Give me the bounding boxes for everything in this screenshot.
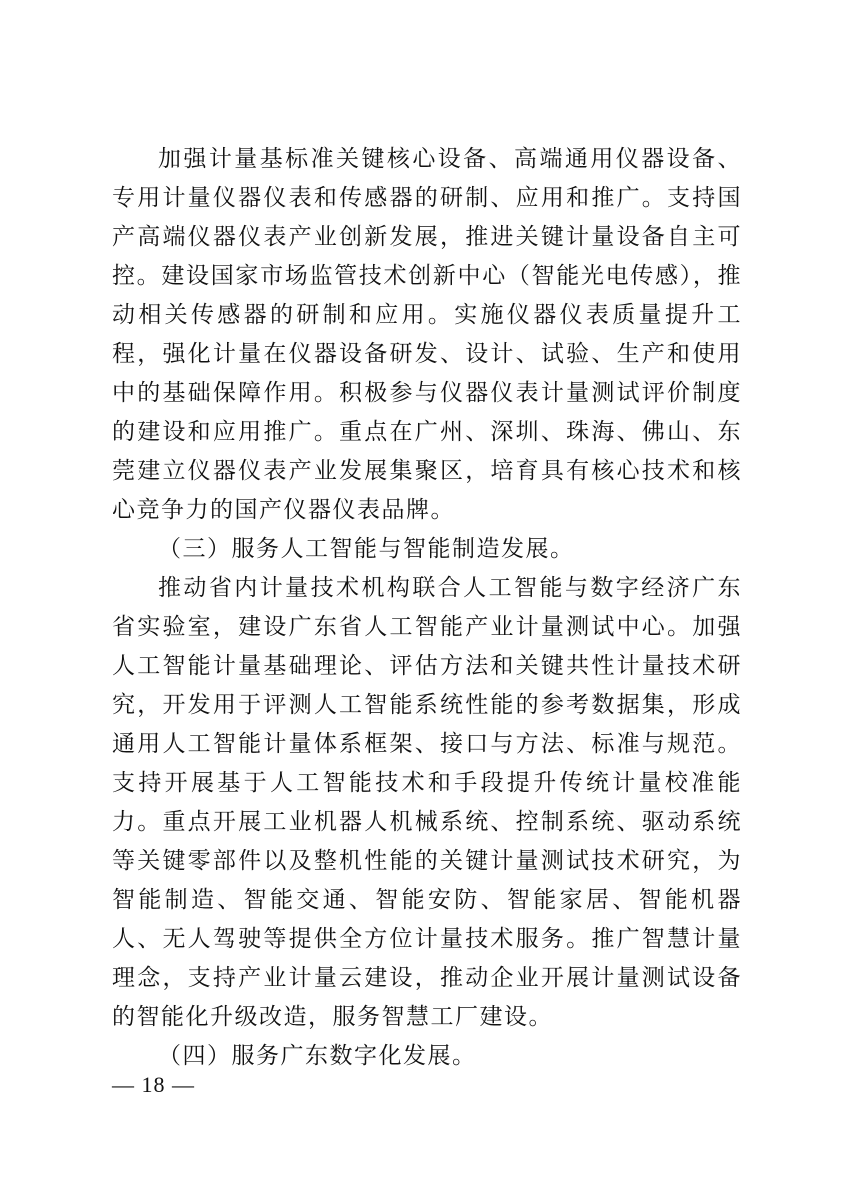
document-body [112, 140, 742, 1076]
paragraph-instruments: 加强计量基标准关键核心设备、高端通用仪器设备、专用计量仪器仪表和传感器的研制、应用和推广。支持国产高端仪器仪表产业创新发展，推进关键计量设备自主可控。建设国家市场监管技术创新中心（智能光电传感），推动相关传感器的研制和应用。实施仪器仪表质量提升工程，强化计量在仪器设备研发、设计、试验、生产和使用中的基础保障作用。积极参与仪器仪表计量测试评价制度的建设和应用推广。重点在广州、深圳、珠海、佛山、东莞建立仪器仪表产业发展集聚区，培育具有核心技术和核心竞争力的国产仪器仪表品牌。 [112, 146, 742, 523]
section-heading-digital: （四）服务广东数字化发展。 [158, 1043, 477, 1069]
page-number: — 18 — [112, 1072, 195, 1097]
paragraph-ai: 推动省内计量技术机构联合人工智能与数字经济广东省实验室，建设广东省人工智能产业计量测试中心。加强人工智能计量基础理论、评估方法和关键共性计量技术研究，开发用于评测人工智能系统性能的参考数据集，形成通用人工智能计量体系框架、接口与方法、标准与规范。支持开展基于人工智能技术和手段提升传统计量校准能力。重点开展工业机器人机械系统、控制系统、驱动系统等关键零部件以及整机性能的关键计量测试技术研究，为智能制造、智能交通、智能安防、智能家居、智能机器人、无人驾驶等提供全方位计量技术服务。推广智慧计量理念，支持产业计量云建设，推动企业开展计量测试设备的智能化升级改造，服务智慧工厂建设。 [112, 575, 742, 1030]
section-heading-ai: （三）服务人工智能与智能制造发展。 [158, 536, 575, 562]
